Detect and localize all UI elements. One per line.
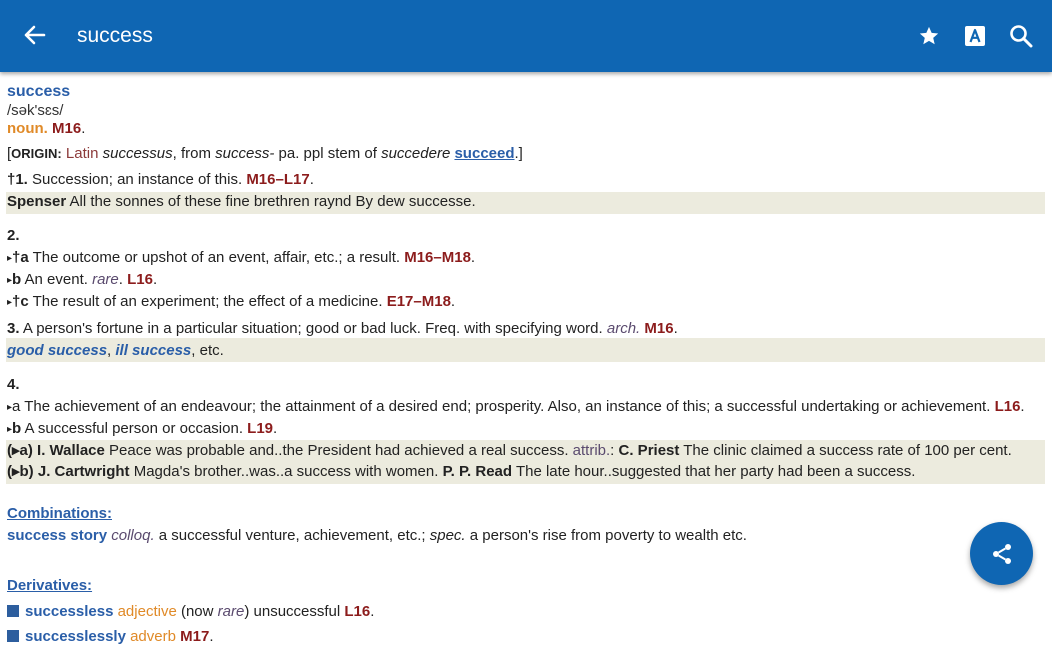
font-size-button[interactable] <box>958 19 992 53</box>
derivative-item[interactable]: successless adjective (now rare) unsuccessful L16. <box>7 602 374 622</box>
sense-2a: ▸†a The outcome or upshot of an event, affair, etc.; a result. M16–M18. <box>7 249 476 266</box>
share-icon <box>990 542 1014 566</box>
search-button[interactable] <box>1004 19 1038 53</box>
sense-2b: ▸b An event. rare. L16. <box>7 271 158 288</box>
headword: success <box>7 83 71 100</box>
pronunciation: /sək'sɛs/ <box>7 102 64 119</box>
star-icon <box>918 25 940 47</box>
sense-2c: ▸†c The result of an experiment; the effect of a medicine. E17–M18. <box>7 293 456 310</box>
back-button[interactable] <box>18 18 52 52</box>
derivative-item[interactable]: successlessly adverb M17. <box>7 627 214 647</box>
bullet-icon <box>7 605 19 617</box>
entry-content[interactable] <box>0 74 1052 657</box>
sense-4: 4. <box>7 376 20 393</box>
sense-4b: ▸b A successful person or occasion. L19. <box>7 420 278 437</box>
sense-3-examples: good success, ill success, etc. <box>7 342 224 359</box>
favorite-button[interactable] <box>912 19 946 53</box>
sense-1-quote: Spenser All the sonnes of these fine brethren raynd By dew successe. <box>7 193 476 210</box>
font-icon <box>964 25 986 47</box>
sense-4a: ▸a The achievement of an endeavour; the attainment of a desired end; prosperity. Also, an instance of this; a successful undertaking or achievement. L16. <box>7 398 1025 415</box>
origin-link[interactable]: succeed <box>454 145 515 162</box>
sense-4-quote-a: (▸a) I. Wallace Peace was probable and..the President had achieved a real success. attrib.: C. Priest The clinic claimed a success rate of 100 per cent. <box>7 442 1012 459</box>
sense-1: †1. Succession; an instance of this. M16–L17. <box>7 171 314 188</box>
back-arrow-icon <box>24 25 46 45</box>
sense-4-quote-b: (▸b) J. Cartwright Magda's brother..was..a success with women. P. P. Read The late hour..suggested that her party had been a success. <box>7 463 916 480</box>
bullet-icon <box>7 630 19 642</box>
page-title: success <box>77 24 153 47</box>
sense-2: 2. <box>7 227 20 244</box>
share-button[interactable] <box>970 522 1033 585</box>
combinations-heading: Combinations: <box>7 505 112 522</box>
part-of-speech: noun. M16. <box>7 120 86 137</box>
derivatives-heading: Derivatives: <box>7 577 93 594</box>
combination-item: success story colloq. a successful venture, achievement, etc.; spec. a person's rise from poverty to wealth etc. <box>7 527 747 544</box>
search-icon <box>1009 24 1033 48</box>
origin: [ORIGIN: Latin successus, from success- pa. ppl stem of succedere succeed.] <box>7 145 523 162</box>
sense-3: 3. A person's fortune in a particular situation; good or bad luck. Freq. with specifying word. arch. M16. <box>7 320 678 337</box>
app-bar <box>0 0 1052 72</box>
